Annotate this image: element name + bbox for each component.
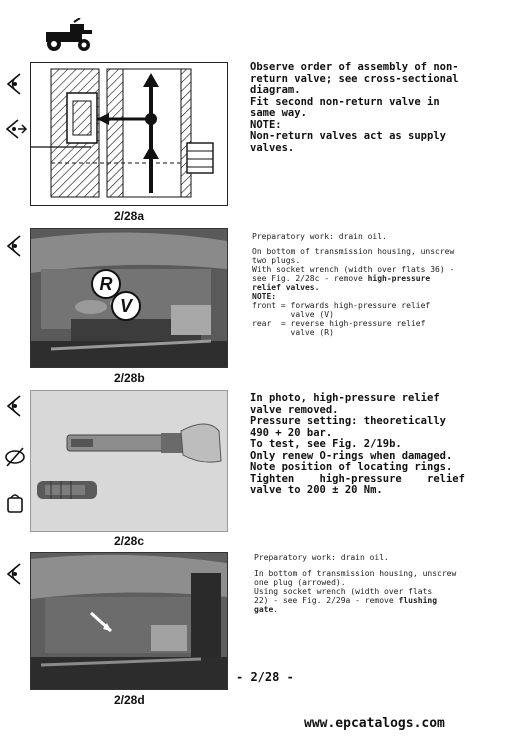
label-r-marker: R bbox=[91, 269, 121, 299]
text-run: In photo, bbox=[250, 392, 314, 404]
text-line: 490 + 20 bar. bbox=[250, 426, 333, 439]
text-line: In bottom of transmission housing, unscrew bbox=[254, 569, 457, 578]
note-label: NOTE: bbox=[252, 292, 277, 301]
eye-icon bbox=[4, 562, 24, 586]
eye-icon bbox=[4, 234, 24, 258]
eye-arrow-icon bbox=[4, 118, 28, 140]
bold-run: valve bbox=[250, 403, 282, 416]
figure-caption-2-28c: 2/28c bbox=[114, 534, 145, 548]
text-line: valve (R) bbox=[252, 328, 334, 337]
tractor-icon bbox=[40, 18, 102, 52]
bold-run: high-pressure bbox=[367, 274, 431, 283]
text-line: Fit second non-return valve in bbox=[250, 95, 440, 108]
text-line: Using socket wrench (width over flats bbox=[254, 587, 433, 596]
text-run: see Fig. 2/28c - remove bbox=[252, 274, 368, 283]
text-line: Pressure setting: theoretically bbox=[250, 415, 446, 427]
text-line: With socket wrench (width over flats 36) - bbox=[252, 265, 455, 274]
section-a-text bbox=[250, 62, 466, 154]
figure-2-28c-photo bbox=[30, 390, 228, 532]
figure-2-28d-photo bbox=[30, 552, 228, 690]
figure-caption-2-28d: 2/28d bbox=[114, 693, 145, 707]
website-url[interactable]: www.epcatalogs.com bbox=[304, 716, 445, 731]
prep-line: Preparatory work: drain oil. bbox=[252, 232, 387, 241]
section-b-text bbox=[252, 232, 470, 337]
text-line: valve (V) bbox=[252, 310, 334, 319]
text-run: . bbox=[273, 605, 279, 614]
text-line: return valve; see cross-sectional bbox=[250, 72, 459, 85]
text-run: removed. bbox=[281, 403, 339, 416]
text-line bbox=[254, 596, 470, 605]
eye-icon bbox=[4, 394, 24, 418]
torque-icon bbox=[5, 492, 25, 514]
note-label: NOTE: bbox=[250, 118, 282, 131]
page-number: - 2/28 - bbox=[236, 670, 294, 684]
text-line: diagram. bbox=[250, 84, 301, 96]
no-reuse-icon bbox=[4, 446, 26, 468]
section-d-text bbox=[254, 553, 470, 614]
text-line bbox=[254, 605, 470, 614]
text-line: To test, see Fig. 2/19b. bbox=[250, 438, 402, 450]
section-c-text bbox=[250, 393, 466, 497]
text-line: valve to 200 ± 20 Nm. bbox=[250, 484, 383, 496]
prep-line: Preparatory work: drain oil. bbox=[254, 553, 389, 562]
text-line: rear = reverse high-pressure relief bbox=[252, 319, 426, 328]
figure-2-28b-photo bbox=[30, 228, 228, 368]
text-line: front = forwards high-pressure relief bbox=[252, 301, 431, 310]
text-line bbox=[252, 274, 470, 283]
text-line: Non-return valves act as supply bbox=[250, 130, 446, 142]
bold-run: gate bbox=[254, 605, 274, 614]
text-line: two plugs. bbox=[252, 256, 301, 265]
text-line: valves. bbox=[250, 141, 295, 154]
text-line: same way. bbox=[250, 107, 307, 119]
label-v-marker: V bbox=[111, 291, 141, 321]
figure-2-28a-diagram bbox=[30, 62, 228, 206]
text-line: Tighten high-pressure relief bbox=[250, 472, 465, 485]
text-line: Observe order of assembly of non- bbox=[250, 61, 459, 73]
text-line: Only renew O-rings when damaged. bbox=[250, 449, 453, 462]
bold-run: high-pressure relief bbox=[313, 392, 440, 404]
figure-caption-2-28a: 2/28a bbox=[114, 209, 145, 223]
text-line: On bottom of transmission housing, unscrew bbox=[252, 247, 455, 256]
bold-run: flushing bbox=[398, 596, 438, 605]
text-run: 22) - see Fig. 2/29a - remove bbox=[254, 596, 399, 605]
text-line: one plug (arrowed). bbox=[254, 578, 346, 587]
figure-caption-2-28b: 2/28b bbox=[114, 371, 145, 385]
text-line: relief valves. bbox=[252, 283, 320, 292]
eye-icon bbox=[4, 72, 24, 96]
text-line: Note position of locating rings. bbox=[250, 461, 453, 473]
